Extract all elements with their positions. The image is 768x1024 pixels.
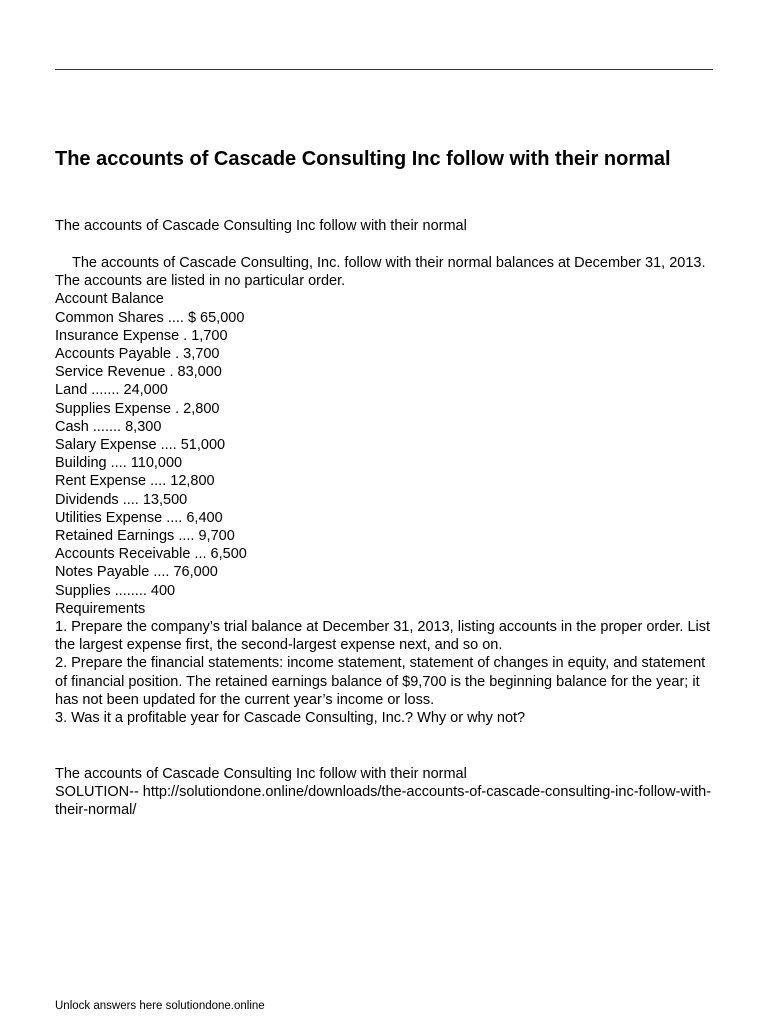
account-line: Insurance Expense . 1,700 [55, 327, 228, 344]
account-line: Salary Expense .... 51,000 [55, 437, 226, 454]
account-line: Cash ....... 8,300 [55, 418, 162, 435]
account-line: Building .... 110,000 [55, 455, 183, 472]
document-subtitle: The accounts of Cascade Consulting Inc follow with their normal [55, 218, 467, 234]
account-line: Common Shares .... $ 65,000 [55, 309, 245, 326]
account-list [55, 309, 720, 600]
requirement-item: 1. Prepare the company’s trial balance at December 31, 2013, listing accounts in the proper order. List the largest expense first, the second-largest expense next, and so on. [55, 619, 711, 654]
account-line: Rent Expense .... 12,800 [55, 473, 215, 490]
requirement-item: 3. Was it a profitable year for Cascade Consulting, Inc.? Why or why not? [55, 710, 526, 727]
requirements-heading: Requirements [55, 600, 146, 617]
account-line: Dividends .... 13,500 [55, 491, 188, 508]
account-line: Land ....... 24,000 [55, 382, 168, 399]
requirement-item: 2. Prepare the financial statements: income statement, statement of changes in equity, and statement of financial position. The retained earnings balance of $9,700 is the beginning balance for the year; it has not been updated for the current year’s income or loss. [55, 655, 706, 708]
account-line: Supplies Expense . 2,800 [55, 400, 220, 417]
account-line: Utilities Expense .... 6,400 [55, 509, 223, 526]
solution-link[interactable]: SOLUTION-- http://solutiondone.online/downloads/the-accounts-of-cascade-consulting-inc-follow-with-their-normal/ [55, 784, 712, 819]
requirements-list [55, 618, 720, 727]
account-line: Service Revenue . 83,000 [55, 364, 222, 381]
account-line: Accounts Receivable ... 6,500 [55, 546, 247, 563]
document-body [55, 254, 720, 727]
solution-title: The accounts of Cascade Consulting Inc follow with their normal [55, 766, 467, 782]
document-title: The accounts of Cascade Consulting Inc follow with their normal [55, 148, 671, 170]
intro-paragraph: The accounts of Cascade Consulting, Inc. follow with their normal balances at December 31, 2013. The accounts are listed in no particular order. [55, 255, 706, 290]
page-footer: Unlock answers here solutiondone.online [55, 1000, 265, 1012]
account-line: Accounts Payable . 3,700 [55, 346, 220, 363]
account-line: Supplies ........ 400 [55, 582, 176, 599]
header-rule [55, 69, 713, 70]
account-table-header: Account Balance [55, 291, 164, 308]
account-line: Notes Payable .... 76,000 [55, 564, 218, 581]
account-line: Retained Earnings .... 9,700 [55, 528, 235, 545]
solution-block [55, 765, 720, 820]
